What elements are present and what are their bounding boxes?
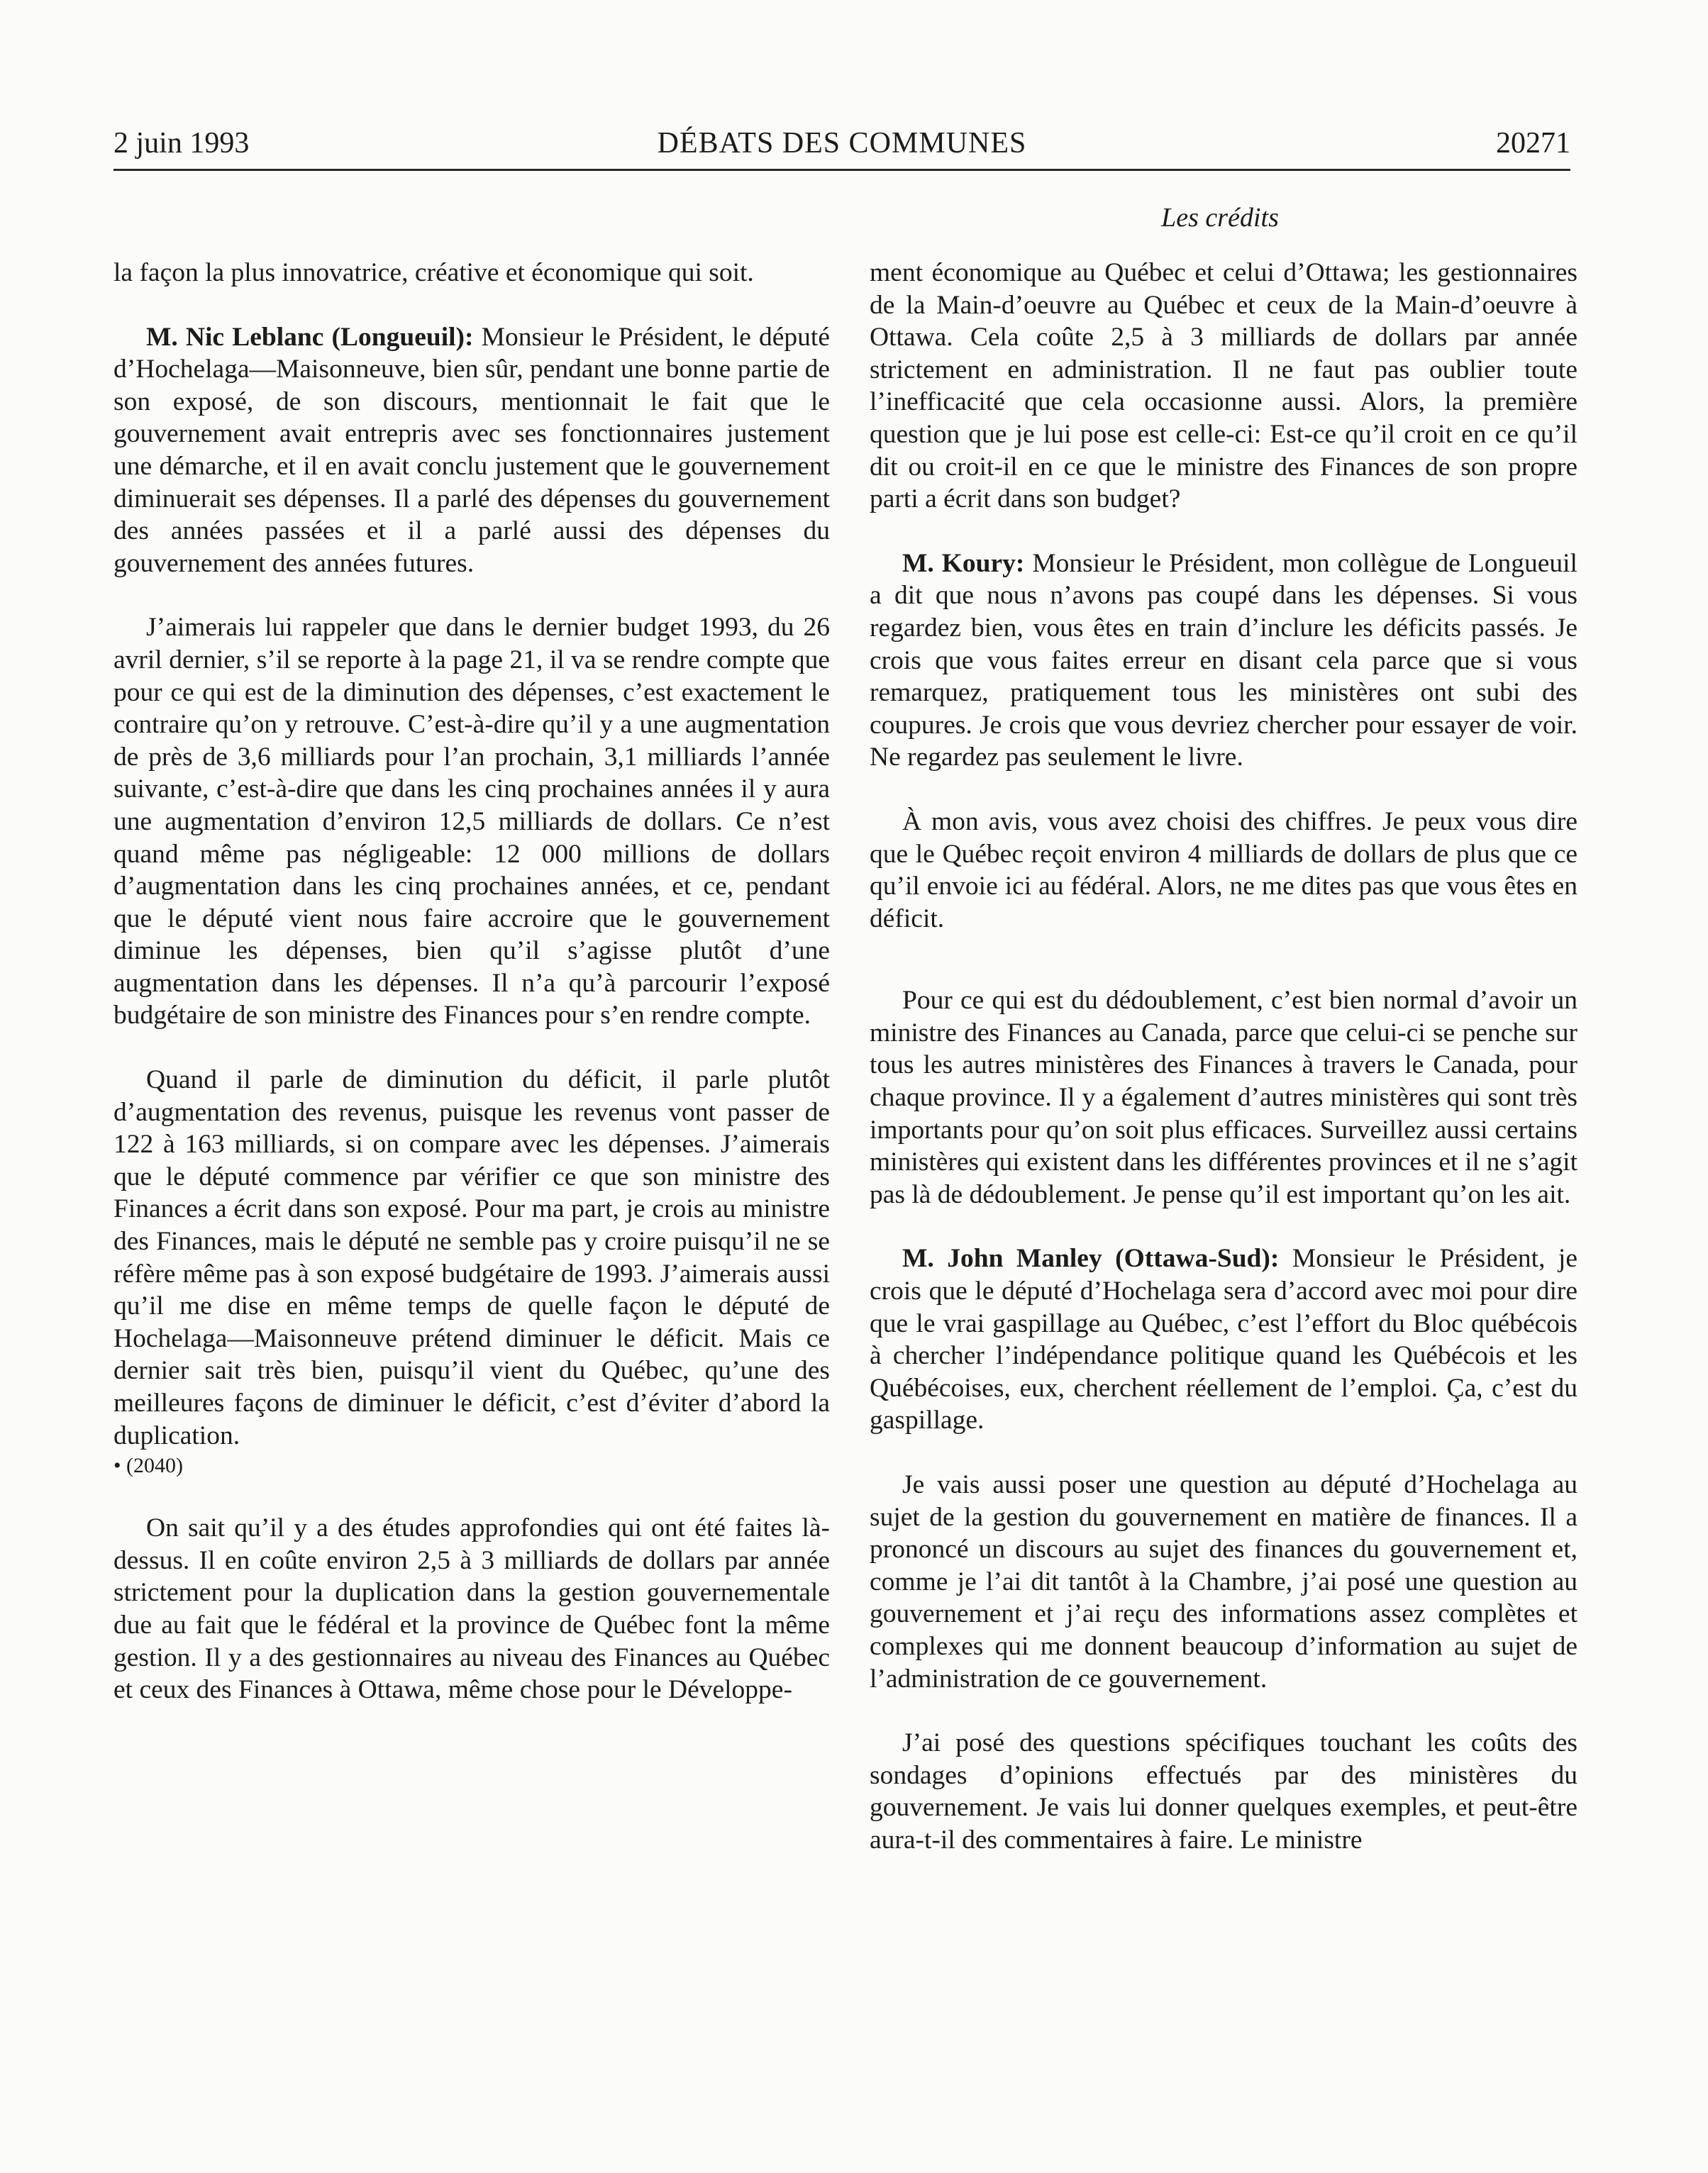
right-column — [870, 257, 1577, 1857]
speaker-name: M. Nic Leblanc (Longueuil): — [146, 322, 474, 352]
header-rule — [113, 169, 1570, 171]
paragraph — [113, 321, 830, 580]
paragraph: Je vais aussi poser une question au député d’Hochelaga au sujet de la gestion du gouvernement en matière de finances. Il a prononcé un discours au sujet des finances du gouvernement et, comme je l’ai dit tantôt à la Chambre, j’ai posé une question au gouvernement et j’ai reçu des informations assez complètes et complexes qui me donnent beaucoup d’information au sujet de l’administration de ce gouvernement. — [870, 1470, 1577, 1694]
paragraph: À mon avis, vous avez choisi des chiffres. Je peux vous dire que le Québec reçoit environ 4 milliards de dollars de plus que ce qu’il envoie ici au fédéral. Alors, ne me dites pas que vous êtes en déficit. — [870, 806, 1577, 933]
time-marker-label: (2040) — [126, 1454, 183, 1478]
paragraph: J’ai posé des questions spécifiques touchant les coûts des sondages d’opinions effectués par des ministères du gouvernement. Je vais lui donner quelques exemples, et peut-être aura-t-il des commentaires à faire. Le ministre — [870, 1728, 1577, 1855]
paragraph: On sait qu’il y a des études approfondies qui ont été faites là-dessus. Il en coûte environ 2,5 à 3 milliards de dollars par année strictement pour la duplication dans la gestion gouvernementale due au fait que le fédéral et la province de Québec font la même gestion. Il y a des gestionnaires au niveau des Finances au Québec et ceux des Finances à Ottawa, même chose pour le Développe- — [113, 1513, 830, 1705]
section-label: Les crédits — [1161, 203, 1279, 233]
paragraph: J’aimerais lui rappeler que dans le dernier budget 1993, du 26 avril dernier, s’il se reporte à la page 21, il va se rendre compte que pour ce qui est de la diminution des dépenses, c’est exactement le contraire qu’on y retrouve. C’est-à-dire qu’il y a une augmentation de près de 3,6 milliards pour l’an prochain, 3,1 milliards l’année suivante, c’est-à-dire que dans les cinq prochaines années il y aura une augmentation d’environ 12,5 milliards de dollars. Ce n’est quand même pas négligeable: 12 000 millions de dollars d’augmentation dans les cinq prochaines années, et ce, pendant que le député vient nous faire accroire que le gouvernement diminue les dépenses, bien qu’il s’agisse plutôt d’une augmentation dans les dépenses. Il n’a qu’à parcourir l’exposé budgétaire de son ministre des Finances pour s’en rendre compte. — [113, 613, 830, 1030]
speech-text: Monsieur le Président, mon collègue de Longueuil a dit que nous n’avons pas coupé dans les dépenses. Si vous regardez bien, vous êtes en train d’inclure les déficits passés. Je crois que vous faites erreur en disant cela parce que si vous remarquez, pratiquement tous les ministères ont subi des coupures. Je crois que vous devriez chercher pour essayer de voir. Ne regardez pas seulement le livre. — [870, 548, 1577, 772]
paragraph: Quand il parle de diminution du déficit, il parle plutôt d’augmentation des revenus, puisque les revenus vont passer de 122 à 163 milliards, si on compare avec les dépenses. J’aimerais que le député commence par vérifier ce que son ministre des Finances a écrit dans son exposé. Pour ma part, je crois au ministre des Finances, mais le député ne semble pas y croire puisqu’il ne se réfère même pas à son exposé budgétaire de 1993. J’aimerais aussi qu’il me dise en même temps de quelle façon le député de Hochelaga—Maisonneuve prétend diminuer le déficit. Mais ce dernier sait très bien, puisqu’il vient du Québec, qu’une des meilleures façons de diminuer le déficit, c’est d’éviter d’abord la duplication. — [113, 1065, 830, 1450]
running-head — [113, 126, 1570, 169]
speech-text: Monsieur le Président, le député d’Hochelaga—Maisonneuve, bien sûr, pendant une bonne partie de son exposé, de son discours, mentionnait le fait que le gouvernement avait entrepris avec ses fonctionnaires justement une démarche, et il en avait conclu justement que le gouvernement diminuerait ses dépenses. Il a parlé des dépenses du gouvernement des années passées et il a parlé aussi des dépenses du gouvernement des années futures. — [113, 322, 830, 578]
time-marker — [113, 1452, 830, 1480]
paragraph: la façon la plus innovatrice, créative et économique qui soit. — [113, 258, 754, 287]
speaker-name: M. Koury: — [902, 548, 1025, 578]
paragraph: Pour ce qui est du dédoublement, c’est bien normal d’avoir un ministre des Finances au Canada, parce que celui-ci se penche sur tous les autres ministères des Finances à travers le Canada, pour chaque province. Il y a également d’autres ministères qui sont très importants pour qu’on soit plus efficaces. Surveillez aussi certains ministères qui existent dans les différentes provinces et il ne s’agit pas là de dédoublement. Je pense qu’il est important qu’on les ait. — [870, 986, 1577, 1209]
paragraph: ment économique au Québec et celui d’Ottawa; les gestionnaires de la Main-d’oeuvre au Québec et ceux de la Main-d’oeuvre à Ottawa. Cela coûte 2,5 à 3 milliards de dollars par année strictement en administration. Il ne faut pas oublier toute l’inefficacité que cela occasionne aussi. Alors, la première question que je lui pose est celle-ci: Est-ce qu’il croit en ce qu’il dit ou croit-il en ce que le ministre des Finances de son propre parti a écrit dans son budget? — [870, 258, 1577, 514]
header-title: DÉBATS DES COMMUNES — [657, 127, 1027, 160]
speech-text: Monsieur le Président, je crois que le député d’Hochelaga sera d’accord avec moi pour dire que le vrai gaspillage au Québec, c’est l’effort du Bloc québécois à chercher l’indépendance politique quand les Québécois et les Québécoises, eux, cherchent réellement de l’emploi. Ça, c’est du gaspillage. — [870, 1244, 1577, 1435]
header-date: 2 juin 1993 — [113, 127, 250, 160]
paragraph — [870, 1243, 1577, 1437]
speaker-name: M. John Manley (Ottawa-Sud): — [902, 1244, 1280, 1274]
bullet-icon: • — [113, 1454, 121, 1478]
header-page-number: 20271 — [1496, 127, 1570, 160]
left-column — [113, 257, 830, 1706]
paragraph — [870, 548, 1577, 774]
